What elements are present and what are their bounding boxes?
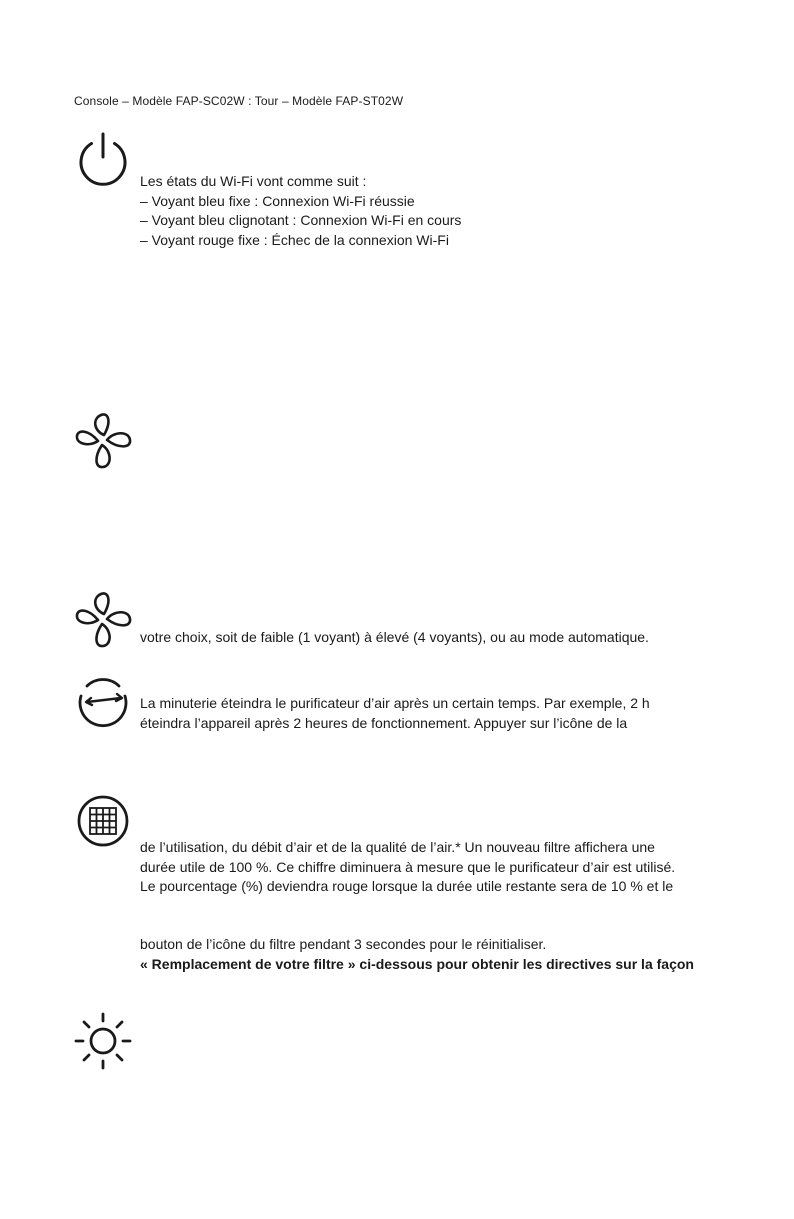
power-icon xyxy=(75,131,131,187)
model-header: Console – Modèle FAP-SC02W : Tour – Modèle FAP-ST02W xyxy=(74,94,404,108)
timer-icon xyxy=(75,674,131,730)
timer-line-2: éteindra l’appareil après 2 heures de fonctionnement. Appuyer sur l’icône de la xyxy=(140,714,628,731)
wifi-states-text xyxy=(140,172,461,250)
sun-icon xyxy=(73,1011,133,1071)
fan-speed-text xyxy=(140,628,649,648)
wifi-states-intro: Les états du Wi-Fi vont comme suit : xyxy=(140,173,367,189)
fan-icon xyxy=(74,411,134,473)
timer-text xyxy=(140,694,650,733)
filter-reset-text xyxy=(140,935,694,974)
wifi-state-blinking-blue: – Voyant bleu clignotant : Connexion Wi-Fi en cours xyxy=(140,212,462,228)
timer-line-1: La minuterie éteindra le purificateur d’air après un certain temps. Par exemple, 2 h xyxy=(140,695,650,711)
filter-line-2: durée utile de 100 %. Ce chiffre diminuera à mesure que le purificateur d’air est utilisé. xyxy=(140,858,676,875)
filter-replacement-line: « Remplacement de votre filtre » ci-dessous pour obtenir les directives sur la façon xyxy=(140,955,694,972)
wifi-state-solid-red: – Voyant rouge fixe : Échec de la connexion Wi-Fi xyxy=(140,231,449,248)
filter-life-text xyxy=(140,838,675,897)
filter-icon xyxy=(76,794,130,848)
filter-line-1: de l’utilisation, du débit d’air et de la qualité de l’air.* Un nouveau filtre affichera une xyxy=(140,839,655,855)
filter-reset-line: bouton de l’icône du filtre pendant 3 secondes pour le réinitialiser. xyxy=(140,936,547,952)
filter-line-3: Le pourcentage (%) deviendra rouge lorsque la durée utile restante sera de 10 % et le xyxy=(140,878,674,894)
wifi-state-solid-blue: – Voyant bleu fixe : Connexion Wi-Fi réussie xyxy=(140,192,415,209)
fan-speed-icon xyxy=(74,590,134,652)
fan-speed-line: votre choix, soit de faible (1 voyant) à élevé (4 voyants), ou au mode automatique. xyxy=(140,629,649,645)
